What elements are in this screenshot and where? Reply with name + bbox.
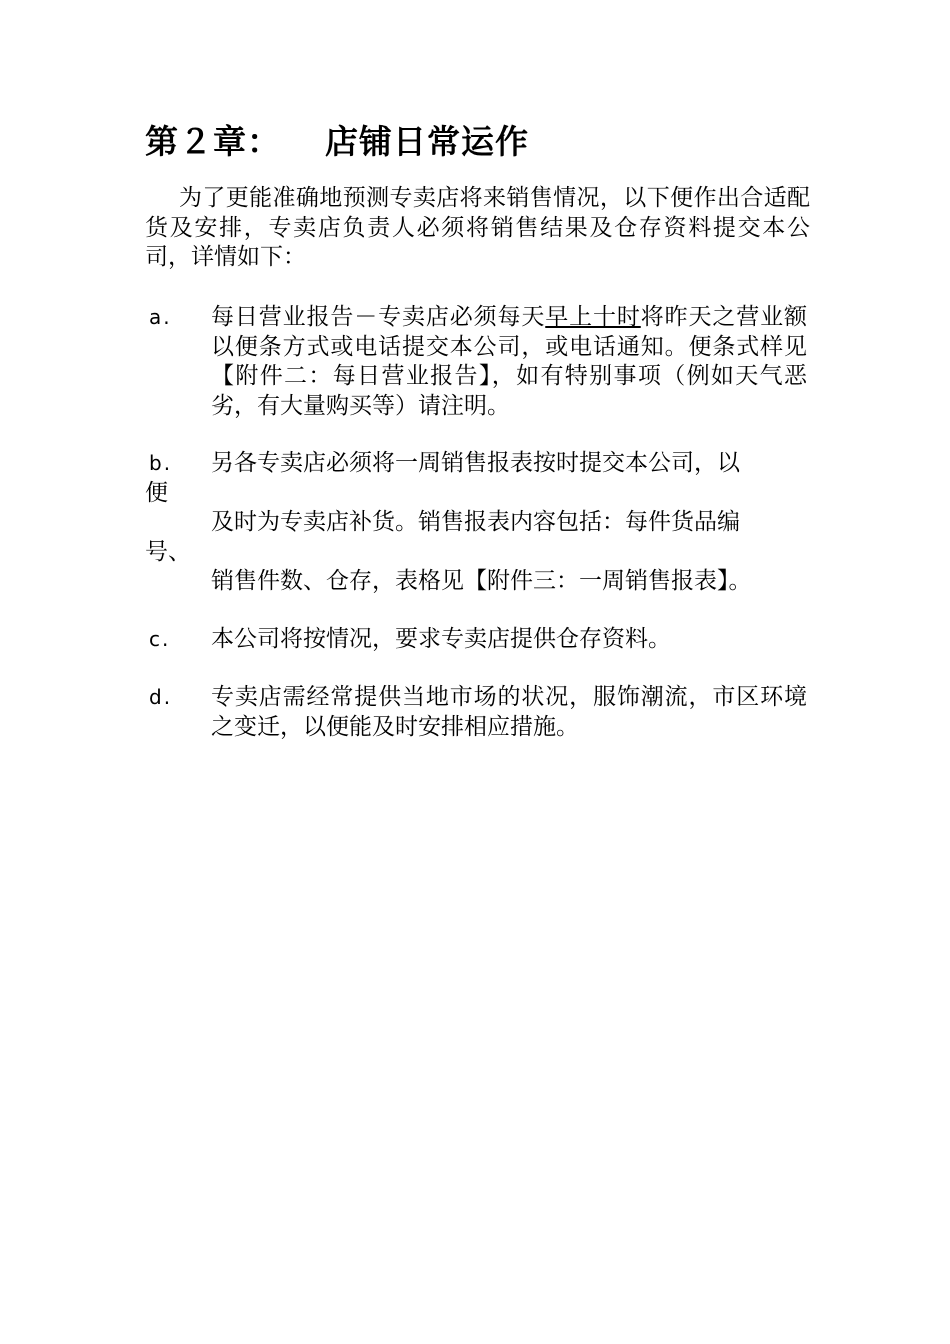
list-text-b-line1: 另各专卖店必须将一周销售报表按时提交本公司，以 (211, 450, 740, 476)
chapter-title (145, 116, 529, 163)
list-marker-b: b. (149, 451, 173, 475)
chapter-number: 第２章： (145, 122, 281, 161)
intro-paragraph: 为了更能准确地预测专卖店将来销售情况，以下便作出合适配货及安排，专卖店负责人必须将销售结果及仓存资料提交本公司，详情如下： (145, 185, 810, 270)
list-text-b-line2: 及时为专卖店补货。销售报表内容包括：每件货品编 (211, 509, 740, 535)
list-text-b-wrap2: 号、 (145, 538, 191, 565)
list-text-b-wrap1: 便 (145, 479, 168, 506)
list-text-b-line3: 销售件数、仓存，表格见【附件三：一周销售报表】。 (211, 568, 752, 594)
list-item-c (145, 625, 815, 655)
list-item-a (145, 303, 815, 421)
list-text-d: 专卖店需经常提供当地市场的状况，服饰潮流，市区环境之变迁，以便能及时安排相应措施。 (211, 684, 807, 740)
list-text-a: 每日营业报告－专卖店必须每天早上十时将昨天之营业额以便条方式或电话提交本公司，或电话通知。便条式样见【附件二：每日营业报告】，如有特别事项（例如天气恶劣，有大量购买等）请注明。 (211, 304, 807, 419)
list-marker-a: a. (149, 305, 172, 329)
list-marker-c: c. (149, 627, 171, 651)
underlined-time: 早上十时 (545, 304, 641, 330)
list-item-b (145, 449, 815, 597)
list-marker-d: d. (149, 685, 173, 709)
list-item-d (145, 683, 815, 742)
list-text-c: 本公司将按情况，要求专卖店提供仓存资料。 (211, 626, 671, 652)
chapter-name: 店铺日常运作 (325, 122, 529, 161)
